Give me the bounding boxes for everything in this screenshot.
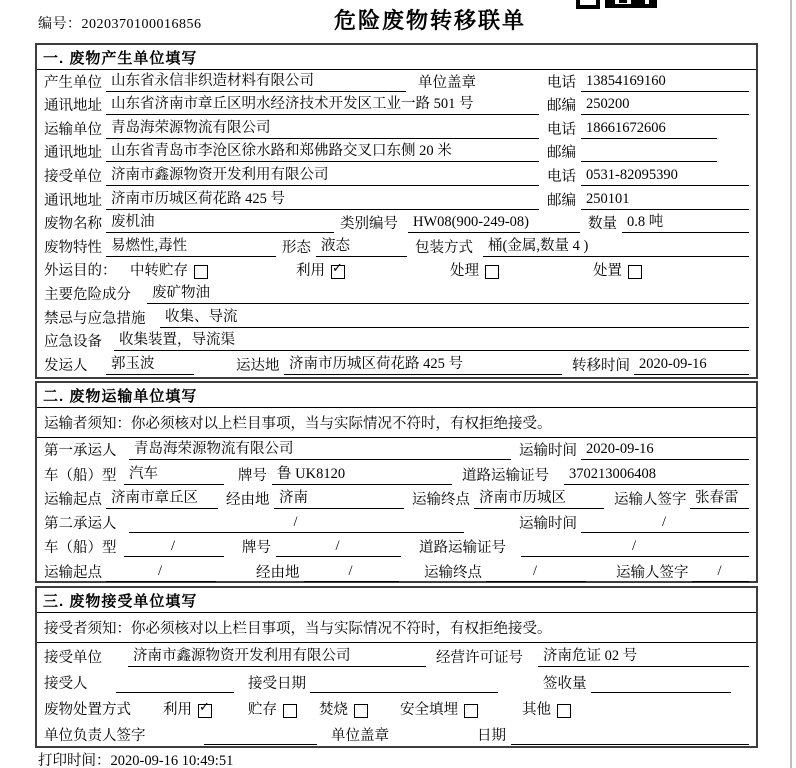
route-via-label: 经由地 <box>226 491 270 508</box>
carrier1-row <box>37 438 756 462</box>
phone-label: 电话 <box>547 168 576 185</box>
plate-value: 鲁 UK8120 <box>272 462 452 485</box>
receiver-row <box>37 164 756 188</box>
transport-time-label: 运输时间 <box>519 443 577 460</box>
disposal-label: 废物处置方式 <box>44 702 131 718</box>
transfer-time-value: 2020-09-16 <box>634 356 749 375</box>
producer-zip: 250200 <box>581 96 749 115</box>
address-label: 通讯地址 <box>44 145 102 162</box>
qr-code-fragment-icon <box>576 0 662 10</box>
transfer-time-label: 转移时间 <box>572 357 630 374</box>
vehicle2-row <box>37 535 756 559</box>
transporter-address-row <box>37 141 756 165</box>
responsible-sign-value <box>204 729 317 745</box>
vehicle-type-value: 汽车 <box>124 462 224 485</box>
transport-time-value: / <box>581 514 749 533</box>
route-start-value: 济南市章丘区 <box>106 486 218 509</box>
road-permit-value: 370213006408 <box>564 466 749 485</box>
emergency-row <box>37 306 756 330</box>
traits-label: 废物特性 <box>44 239 102 256</box>
packaging-value: 桶(金属,数量 4 ) <box>483 234 749 257</box>
phone-label: 电话 <box>547 121 576 138</box>
checkbox-landfill <box>464 704 478 718</box>
vehicle-type-label: 车（船）型 <box>44 540 117 557</box>
route-end-value: / <box>486 563 586 582</box>
waste-name-label: 废物名称 <box>44 216 102 233</box>
zip-label: 邮编 <box>547 192 576 209</box>
carrier-sign-value: 张春雷 <box>690 486 749 509</box>
receiver-label: 接受单位 <box>44 168 102 185</box>
road-permit-label: 道路运输证号 <box>419 540 506 557</box>
received-qty-value <box>591 677 731 693</box>
address-label: 通讯地址 <box>44 98 102 115</box>
waste-name-value: 废机油 <box>106 210 334 233</box>
emergency-value: 收集、导流 <box>160 305 749 328</box>
transport-time-label: 运输时间 <box>519 516 577 533</box>
option-store: 贮存 <box>248 702 277 718</box>
receiver-address: 济南市历城区荷花路 425 号 <box>106 187 539 210</box>
quantity-value: 0.8 吨 <box>622 210 749 233</box>
waste-traits-row <box>37 235 756 259</box>
option-other: 其他 <box>522 702 551 718</box>
option-utilize: 利用 <box>296 263 325 280</box>
accept-unit-value: 济南市鑫源物资开发利用有限公司 <box>128 644 426 667</box>
section1-title: 一. 废物产生单位填写 <box>37 45 756 70</box>
carrier-sign-label: 运输人签字 <box>614 491 687 508</box>
equipment-label: 应急设备 <box>44 334 102 351</box>
checkbox-utilize <box>198 704 212 718</box>
packaging-label: 包装方式 <box>415 239 473 256</box>
producer-address-row <box>37 94 756 118</box>
waste-name-row <box>37 212 756 236</box>
route-end-value: 济南市历城区 <box>474 486 604 509</box>
accept-date-value <box>310 677 498 693</box>
receiver-phone: 0531-82095390 <box>581 167 749 186</box>
transporter-value: 青岛海荣源物流有限公司 <box>106 116 539 139</box>
receiver-notice: 接受者须知：你必须核对以上栏目事项，当与实际情况不符时，有权拒绝接受。 <box>37 613 756 643</box>
dispatcher-label: 发运人 <box>44 357 88 374</box>
plate-label: 牌号 <box>238 467 267 484</box>
equipment-value: 收集装置，导流渠 <box>114 328 749 351</box>
option-transfer-storage: 中转贮存 <box>130 263 188 280</box>
signature-row <box>37 721 756 747</box>
quantity-label: 数量 <box>588 216 617 233</box>
transporter-phone: 18661672606 <box>581 120 717 139</box>
date-label: 日期 <box>477 728 506 744</box>
responsible-sign-label: 单位负责人签字 <box>44 728 146 744</box>
hazard-row <box>37 282 756 306</box>
checkbox-transfer-storage <box>194 265 208 279</box>
option-incinerate: 焚烧 <box>319 702 348 718</box>
carrier1-value: 青岛海荣源物流有限公司 <box>129 437 511 460</box>
accept-date-label: 接受日期 <box>248 676 306 692</box>
route-via-label: 经由地 <box>256 564 300 581</box>
equipment-row <box>37 330 756 354</box>
window-edge-line <box>790 0 792 768</box>
producer-label: 产生单位 <box>44 74 102 91</box>
unit-seal-label: 单位盖章 <box>418 74 476 91</box>
road-permit-value: / <box>521 538 749 557</box>
emergency-label: 禁忌与应急措施 <box>44 310 146 327</box>
transporter-label: 运输单位 <box>44 121 102 138</box>
dispatcher-name: 郭玉波 <box>106 352 194 375</box>
option-landfill: 安全填埋 <box>400 702 458 718</box>
form-label: 形态 <box>282 239 311 256</box>
checkbox-utilize <box>331 265 345 279</box>
route-start-label: 运输起点 <box>44 491 102 508</box>
accept-person-label: 接受人 <box>44 676 88 692</box>
producer-value: 山东省永信非织造材料有限公司 <box>106 69 406 92</box>
route-start-label: 运输起点 <box>44 564 102 581</box>
route-start-value: / <box>106 563 216 582</box>
route2-row <box>37 559 756 583</box>
carrier2-value: / <box>129 514 464 533</box>
phone-label: 电话 <box>547 74 576 91</box>
carrier-sign-label: 运输人签字 <box>616 564 689 581</box>
checkbox-other <box>557 704 571 718</box>
section2-title: 二. 废物运输单位填写 <box>37 383 756 408</box>
road-permit-label: 道路运输证号 <box>462 467 549 484</box>
section-transporter <box>35 381 758 583</box>
form-value: 液态 <box>316 234 407 257</box>
plate-label: 牌号 <box>242 540 271 557</box>
section-receiver <box>35 586 758 748</box>
page-title: 危险废物转移联单 <box>333 8 526 33</box>
route-via-value: / <box>304 563 399 582</box>
section3-title: 三. 废物接受单位填写 <box>37 588 756 613</box>
purpose-row <box>37 259 756 283</box>
checkbox-dispose <box>628 265 642 279</box>
carrier-sign-value: / <box>692 563 749 582</box>
transporter-zip <box>581 146 717 162</box>
acceptance-row <box>37 669 756 695</box>
license-value: 济南危证 02 号 <box>538 644 749 667</box>
zip-label: 邮编 <box>547 145 576 162</box>
producer-row <box>37 70 756 94</box>
carrier1-label: 第一承运人 <box>44 443 117 460</box>
disposal-method-row <box>37 695 756 721</box>
producer-address: 山东省济南市章丘区明水经济技术开发区工业一路 501 号 <box>106 92 539 115</box>
dispatch-row <box>37 353 756 377</box>
transport-time-value: 2020-09-16 <box>581 441 749 460</box>
route-end-label: 运输终点 <box>424 564 482 581</box>
category-label: 类别编号 <box>340 216 398 233</box>
destination-label: 运达地 <box>236 357 280 374</box>
checkbox-store <box>283 704 297 718</box>
vehicle-type-label: 车（船）型 <box>44 467 117 484</box>
vehicle-type-value: / <box>124 538 224 557</box>
section-producer <box>35 43 758 379</box>
receiver-zip: 250101 <box>581 191 749 210</box>
route-end-label: 运输终点 <box>412 491 470 508</box>
zip-label: 邮编 <box>547 98 576 115</box>
transporter-row <box>37 117 756 141</box>
traits-value: 易燃性,毒性 <box>106 234 276 257</box>
serial-value: 2020370100016856 <box>81 17 202 32</box>
route1-row <box>37 487 756 511</box>
producer-phone: 13854169160 <box>581 73 749 92</box>
vehicle1-row <box>37 462 756 486</box>
option-dispose: 处置 <box>593 263 622 280</box>
purpose-label: 外运目的： <box>44 263 117 280</box>
unit-seal-label: 单位盖章 <box>331 728 389 744</box>
plate-value: / <box>276 538 401 557</box>
route-via-value: 济南 <box>274 486 404 509</box>
option-treat: 处理 <box>450 263 479 280</box>
category-code: HW08(900-249-08) <box>408 214 580 233</box>
license-label: 经营许可证号 <box>436 650 523 666</box>
received-qty-label: 签收量 <box>543 676 587 692</box>
hazard-value: 废矿物油 <box>147 281 749 304</box>
hazard-label: 主要危险成分 <box>44 286 131 303</box>
carrier2-row <box>37 511 756 535</box>
receiver-value: 济南市鑫源物资开发利用有限公司 <box>106 163 539 186</box>
receiver-address-row <box>37 188 756 212</box>
accept-unit-label: 接受单位 <box>44 650 102 666</box>
transporter-address: 山东省青岛市李沧区徐水路和郑佛路交叉口东侧 20 米 <box>106 139 539 162</box>
serial-label: 编号： <box>38 17 82 32</box>
print-time-label: 打印时间： <box>38 753 111 768</box>
accept-unit-row <box>37 643 756 669</box>
transporter-notice: 运输者须知：你必须核对以上栏目事项，当与实际情况不符时，有权拒绝接受。 <box>37 408 756 438</box>
print-time-value: 2020-09-16 10:49:51 <box>110 753 234 768</box>
print-time <box>38 749 233 768</box>
checkbox-treat <box>485 265 499 279</box>
destination-value: 济南市历城区荷花路 425 号 <box>284 352 562 375</box>
checkbox-incinerate <box>354 704 368 718</box>
accept-person-value <box>116 677 234 693</box>
date-value <box>511 729 749 745</box>
address-label: 通讯地址 <box>44 192 102 209</box>
option-utilize: 利用 <box>163 702 192 718</box>
carrier2-label: 第二承运人 <box>44 516 117 533</box>
